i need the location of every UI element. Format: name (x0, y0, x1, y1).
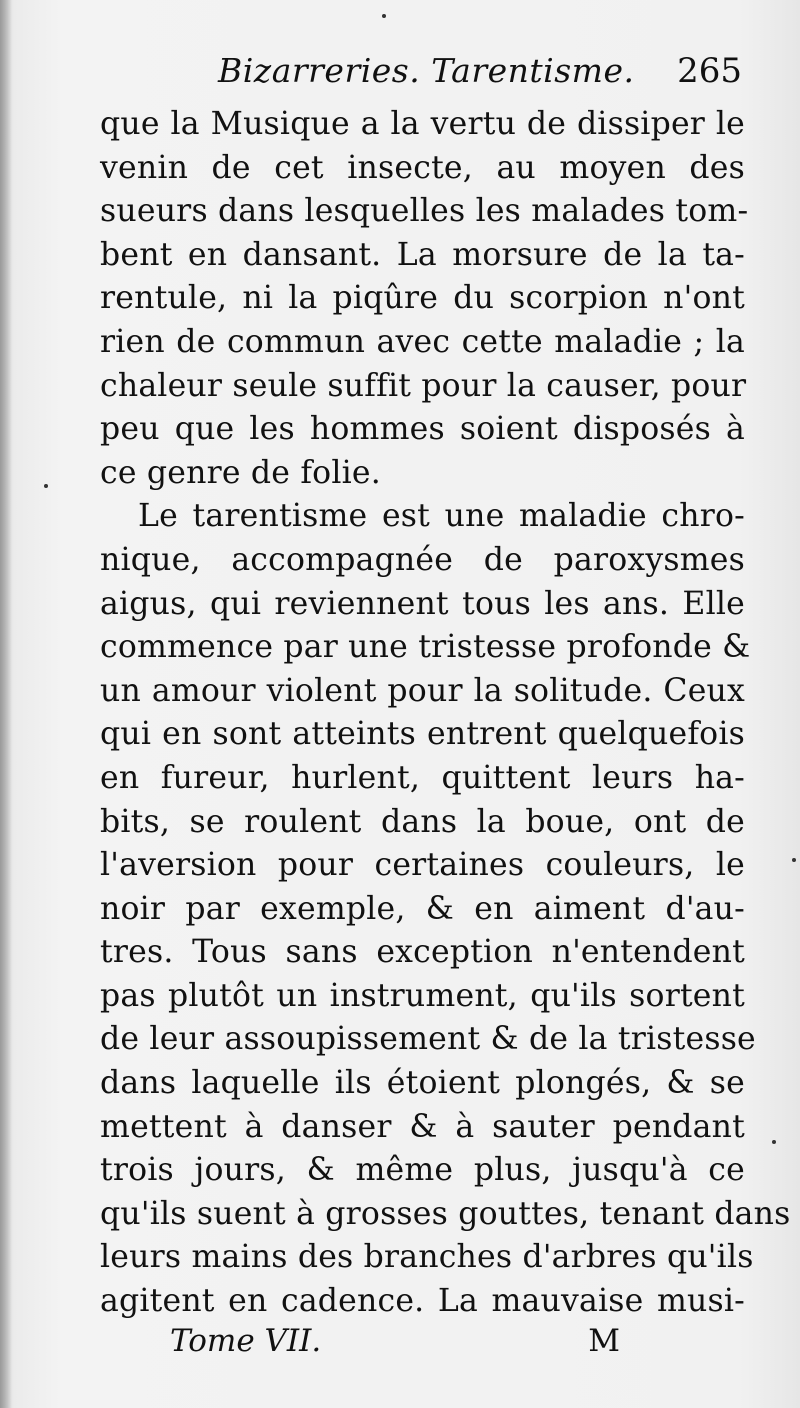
text-line: noir par exemple, & en aiment d'au- (100, 890, 745, 927)
text-line: venin de cet insecte, au moyen des (100, 149, 745, 186)
text-line: chaleur seule suffit pour la causer, pour (100, 367, 747, 404)
text-line: dans laquelle ils étoient plongés, & se (100, 1065, 745, 1102)
body-text (100, 103, 791, 1324)
text-line: en fureur, hurlent, quittent leurs ha- (100, 759, 745, 796)
text-line: tres. Tous sans exception n'entendent (100, 934, 745, 971)
ink-speck (772, 1140, 776, 1144)
text-line: bits, se roulent dans la boue, ont de (100, 803, 745, 840)
signature-mark: M (588, 1323, 620, 1359)
paragraph-first-line: Le tarentisme est une maladie chro- (138, 498, 745, 535)
text-line: bent en dansant. La morsure de la ta- (100, 236, 745, 273)
running-head (110, 48, 750, 98)
ink-speck (382, 14, 386, 18)
text-line: qu'ils suent à grosses gouttes, tenant dans (100, 1195, 791, 1232)
text-line: sueurs dans lesquelles les malades tom- (100, 193, 749, 230)
page-gutter-shadow (0, 0, 12, 1408)
text-line: peu que les hommes soient disposés à (100, 411, 745, 448)
text-line: rentule, ni la piqûre du scorpion n'ont (100, 280, 745, 317)
text-line: que la Musique a la vertu de dissiper le (100, 106, 745, 142)
text-line: pas plutôt un instrument, qu'ils sortent (100, 977, 745, 1014)
text-line: rien de commun avec cette maladie ; la (100, 323, 745, 360)
running-head-title: Bizarreries. Tarentisme. (218, 51, 635, 90)
text-line: agitent en cadence. La mauvaise musi- (100, 1283, 745, 1320)
page-number: 265 (677, 51, 742, 91)
text-line: qui en sont atteints entrent quelquefois (100, 716, 745, 753)
text-line: trois jours, & même plus, jusqu'à ce (100, 1152, 745, 1189)
volume-label: Tome VII. (170, 1323, 322, 1359)
ink-speck (792, 858, 796, 862)
text-line: l'aversion pour certaines couleurs, le (100, 847, 745, 884)
text-line: commence par une tristesse profonde & (100, 629, 751, 666)
text-line: nique, accompagnée de paroxysmes (100, 541, 745, 578)
text-line: ce genre de folie. (100, 454, 381, 491)
text-line: un amour violent pour la solitude. Ceux (100, 672, 745, 709)
text-line: leurs mains des branches d'arbres qu'ils (100, 1239, 754, 1276)
text-line: de leur assoupissement & de la tristesse (100, 1021, 756, 1058)
ink-speck (44, 484, 48, 488)
text-line: aigus, qui reviennent tous les ans. Elle (100, 585, 745, 622)
page-footer (170, 1318, 640, 1368)
text-line: mettent à danser & à sauter pendant (100, 1108, 745, 1145)
